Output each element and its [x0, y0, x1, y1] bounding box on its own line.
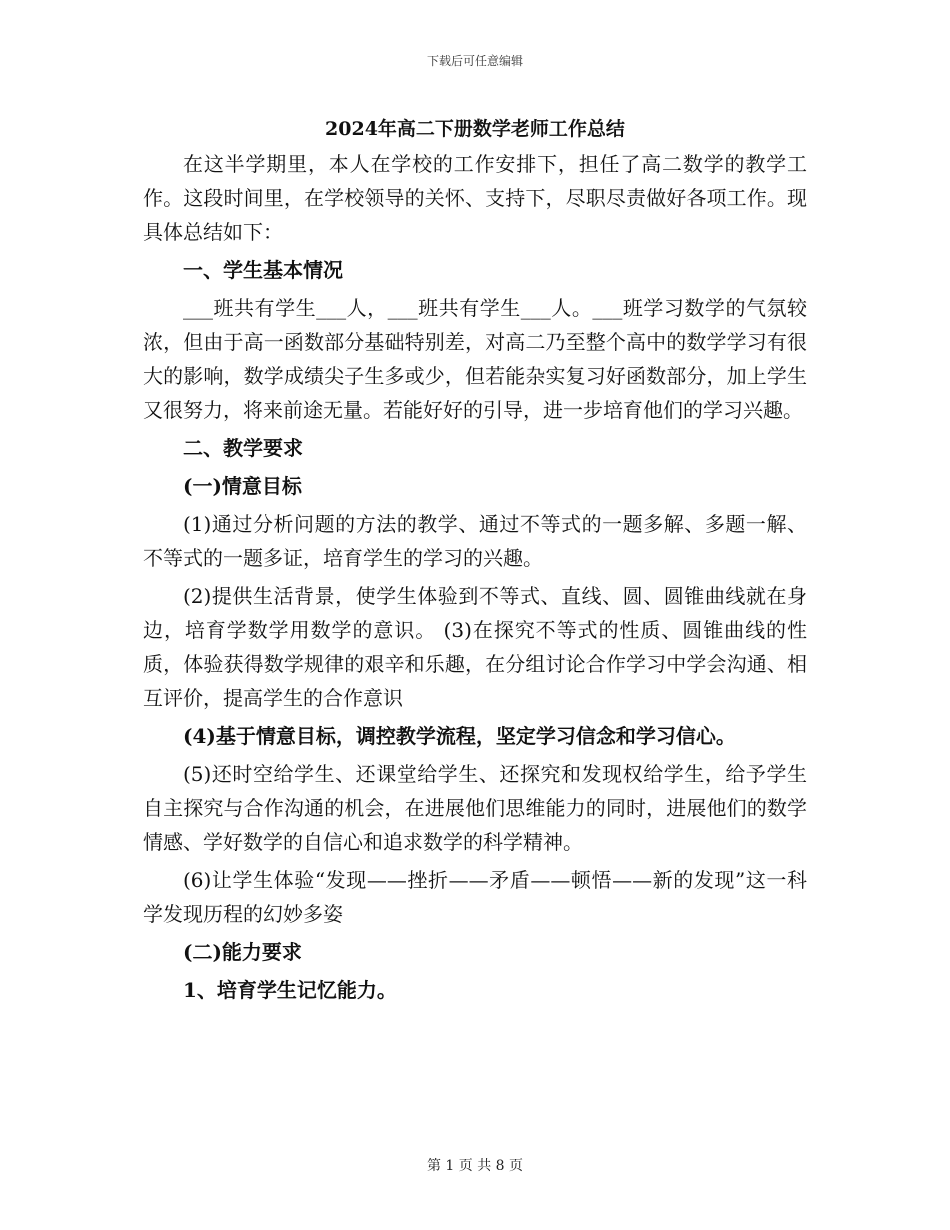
subsection-heading-affective-goals: (一)情意目标 [183, 474, 302, 498]
document-title: 2024年高二下册数学老师工作总结 [325, 118, 625, 140]
goal-item-5: (5)还时空给学生、还课堂给学生、还探究和发现权给学生，给予学生自主探究与合作沟通的机会，在进展他们思维能力的同时，进展他们的数学情感、学好数学的自信心和追求数学的科学精神。 [143, 762, 807, 854]
student-situation-paragraph: ___班共有学生___人，___班共有学生___人。___班学习数学的气氛较浓，但由于高一函数部分基础特别差，对高二乃至整个高中的数学学习有很大的影响，数学成绩尖子生多或少，但若能杂实复习好函数部分，加上学生又很努力，将来前途无量。若能好好的引导，进一步培育他们的学习兴趣。 [143, 296, 807, 422]
document-body [143, 147, 807, 1007]
section-heading-student-situation: 一、学生基本情况 [183, 258, 343, 282]
subsection-heading-ability-requirements: (二)能力要求 [183, 940, 302, 964]
ability-item-1: 1、培育学生记忆能力。 [183, 978, 397, 1002]
page-header: 下载后可任意编辑 [426, 54, 523, 68]
goal-item-6: (6)让学生体验“发现——挫折——矛盾——顿悟——新的发现”这一科学发现历程的幻妙多姿 [143, 868, 807, 926]
page-footer: 第 1 页 共 8 页 [426, 1158, 524, 1174]
goal-item-2-3: (2)提供生活背景，使学生体验到不等式、直线、圆、圆锥曲线就在身边，培育学数学用数学的意识。 (3)在探究不等式的性质、圆锥曲线的性质，体验获得数学规律的艰辛和乐趣，在分组讨论合作学习中学会沟通、相互评价，提高学生的合作意识 [143, 584, 807, 710]
intro-paragraph: 在这半学期里，本人在学校的工作安排下，担任了高二数学的教学工作。这段时间里，在学校领导的关怀、支持下，尽职尽责做好各项工作。现具体总结如下： [143, 152, 807, 244]
section-heading-teaching-requirements: 二、教学要求 [183, 436, 303, 460]
goal-item-4: (4)基于情意目标，调控教学流程，坚定学习信念和学习信心。 [183, 724, 736, 748]
goal-item-1: (1)通过分析问题的方法的教学、通过不等式的一题多解、多题一解、不等式的一题多证，培育学生的学习的兴趣。 [143, 512, 807, 570]
